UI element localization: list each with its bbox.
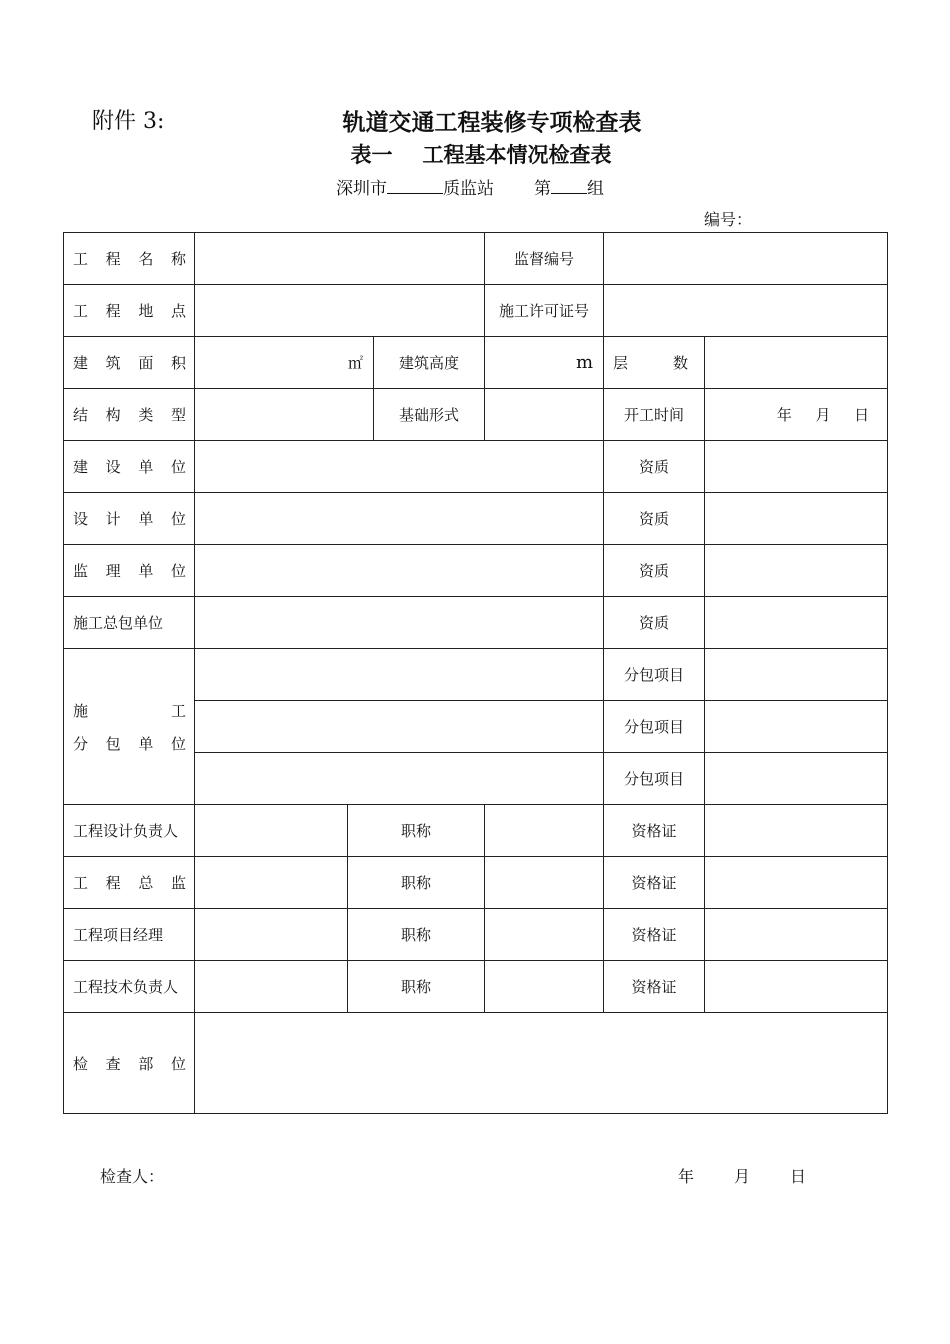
table-row — [64, 545, 888, 597]
design-lead-label: 工程设计负责人 — [64, 805, 195, 857]
inspection-area-field[interactable] — [195, 1013, 888, 1114]
group-prefix: 第 — [534, 179, 551, 199]
document-subtitle — [0, 139, 950, 169]
table-row — [64, 649, 888, 701]
table-row — [64, 285, 888, 337]
permit-no-field[interactable] — [604, 285, 888, 337]
qualification-field[interactable] — [705, 597, 888, 649]
subcontract-item-field[interactable] — [705, 753, 888, 805]
group-suffix: 组 — [587, 179, 604, 199]
certificate-label: 资格证 — [604, 857, 705, 909]
table-row — [64, 441, 888, 493]
qualification-label: 资质 — [604, 597, 705, 649]
design-unit-label: 设 计 单 位 — [64, 493, 195, 545]
project-manager-label: 工程项目经理 — [64, 909, 195, 961]
technical-lead-label: 工程技术负责人 — [64, 961, 195, 1013]
day-label: 日 — [790, 1167, 807, 1186]
group-blank[interactable] — [551, 177, 587, 194]
job-title-field[interactable] — [485, 857, 604, 909]
certificate-field[interactable] — [705, 909, 888, 961]
table-row — [64, 597, 888, 649]
project-name-field[interactable] — [195, 233, 485, 285]
structure-type-field[interactable] — [195, 389, 374, 441]
attachment-label: 附件 3: — [92, 109, 165, 134]
day-label: 日 — [854, 406, 870, 424]
permit-no-label: 施工许可证号 — [485, 285, 604, 337]
project-location-field[interactable] — [195, 285, 485, 337]
subcontractor-field[interactable] — [195, 701, 604, 753]
station-suffix: 质监站 — [443, 179, 494, 199]
certificate-label: 资格证 — [604, 805, 705, 857]
year-label: 年 — [678, 1167, 695, 1186]
year-label: 年 — [776, 406, 792, 424]
certificate-field[interactable] — [705, 857, 888, 909]
qualification-label: 资质 — [604, 545, 705, 597]
project-info-table — [63, 232, 888, 1114]
station-prefix: 深圳市 — [336, 179, 387, 199]
job-title-field[interactable] — [485, 961, 604, 1013]
subcontract-item-field[interactable] — [705, 701, 888, 753]
certificate-label: 资格证 — [604, 909, 705, 961]
qualification-label: 资质 — [604, 493, 705, 545]
inspector-label: 检查人： — [100, 1167, 165, 1186]
foundation-type-label: 基础形式 — [374, 389, 485, 441]
table-row — [64, 805, 888, 857]
table-row — [64, 389, 888, 441]
construction-unit-field[interactable] — [195, 441, 604, 493]
subcontract-item-label: 分包项目 — [604, 701, 705, 753]
certificate-field[interactable] — [705, 961, 888, 1013]
table-row — [64, 909, 888, 961]
document-title: 轨道交通工程装修专项检查表 — [342, 110, 642, 136]
subtitle-table-no: 表一 — [350, 143, 393, 167]
building-height-field[interactable] — [485, 337, 604, 389]
general-contractor-field[interactable] — [195, 597, 604, 649]
building-height-label: 建筑高度 — [374, 337, 485, 389]
month-label: 月 — [734, 1167, 751, 1186]
job-title-label: 职称 — [348, 909, 485, 961]
subcontract-item-label: 分包项目 — [604, 753, 705, 805]
job-title-label: 职称 — [348, 805, 485, 857]
height-unit: m — [575, 352, 594, 373]
table-row — [64, 961, 888, 1013]
qualification-field[interactable] — [705, 441, 888, 493]
start-time-label: 开工时间 — [604, 389, 705, 441]
subcontract-item-label: 分包项目 — [604, 649, 705, 701]
station-blank[interactable] — [387, 177, 443, 194]
inspection-area-label: 检 查 部 位 — [64, 1013, 195, 1114]
construction-unit-label: 建 设 单 位 — [64, 441, 195, 493]
qualification-label: 资质 — [604, 441, 705, 493]
project-manager-field[interactable] — [195, 909, 348, 961]
station-line — [336, 174, 604, 199]
qualification-field[interactable] — [705, 545, 888, 597]
certificate-label: 资格证 — [604, 961, 705, 1013]
start-time-field[interactable] — [705, 389, 888, 441]
inspection-date — [678, 1164, 806, 1187]
building-area-field[interactable] — [195, 337, 374, 389]
qualification-field[interactable] — [705, 493, 888, 545]
subcontractor-field[interactable] — [195, 649, 604, 701]
subtitle-table-name: 工程基本情况检查表 — [422, 143, 612, 167]
certificate-field[interactable] — [705, 805, 888, 857]
structure-type-label: 结 构 类 型 — [64, 389, 195, 441]
building-area-label: 建 筑 面 积 — [64, 337, 195, 389]
job-title-field[interactable] — [485, 805, 604, 857]
foundation-type-field[interactable] — [485, 389, 604, 441]
supervision-no-label: 监督编号 — [485, 233, 604, 285]
chief-supervisor-field[interactable] — [195, 857, 348, 909]
table-row — [64, 233, 888, 285]
job-title-field[interactable] — [485, 909, 604, 961]
job-title-label: 职称 — [348, 961, 485, 1013]
supervision-no-field[interactable] — [604, 233, 888, 285]
table-row — [64, 1013, 888, 1114]
area-unit: ㎡ — [347, 354, 363, 372]
supervision-unit-field[interactable] — [195, 545, 604, 597]
design-lead-field[interactable] — [195, 805, 348, 857]
general-contractor-label: 施工总包单位 — [64, 597, 195, 649]
month-label: 月 — [815, 406, 831, 424]
code-label: 编号： — [704, 210, 753, 229]
project-location-label: 工 程 地 点 — [64, 285, 195, 337]
table-row — [64, 337, 888, 389]
table-row — [64, 493, 888, 545]
table-row — [64, 857, 888, 909]
floors-label: 层 数 — [604, 337, 705, 389]
project-name-label: 工 程 名 称 — [64, 233, 195, 285]
job-title-label: 职称 — [348, 857, 485, 909]
technical-lead-field[interactable] — [195, 961, 348, 1013]
floors-field[interactable] — [705, 337, 888, 389]
subcontract-item-field[interactable] — [705, 649, 888, 701]
design-unit-field[interactable] — [195, 493, 604, 545]
chief-supervisor-label: 工 程 总 监 — [64, 857, 195, 909]
subcontractor-label: 施 工 分 包 单 位 — [64, 649, 195, 805]
supervision-unit-label: 监 理 单 位 — [64, 545, 195, 597]
subcontractor-field[interactable] — [195, 753, 604, 805]
